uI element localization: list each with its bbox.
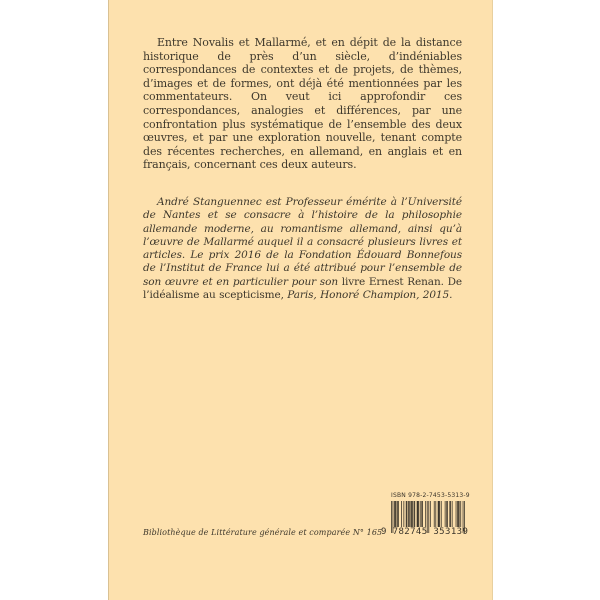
bio-text-italic-tail: Paris, Honoré Champion, 2015. bbox=[287, 289, 453, 302]
series-title-line: Bibliothèque de Littérature générale et comparée N° 165 bbox=[143, 528, 383, 537]
bio-book-title: livre Ernest Renan. De l’idéalisme au scepticisme, bbox=[143, 275, 463, 302]
ean-digits: 9 782745 353139 bbox=[381, 527, 469, 537]
synopsis-paragraph: Entre Novalis et Mallarmé, et en dépit de la distance historique de près d’un siècle, d’indéniables correspondances de contextes et de projets, de thèmes, d’images et de formes, ont déjà été mentionnées par les commentateurs. On veut ici approfondir ces correspondances, analogies et différences, par une confrontation plus systématique de l’ensemble des deux œuvres, et par une exploration nouvelle, tenant compte des récentes recherches, en allemand, en anglais et en français, concernant ces deux auteurs. bbox=[143, 36, 462, 172]
author-bio-paragraph bbox=[143, 196, 462, 302]
isbn-label: ISBN 978-2-7453-5313-9 bbox=[391, 492, 470, 499]
bio-text-italic-lead: André Stanguennec est Professeur émérite à l’Université de Nantes et se consacre à l’histoire de la philosophie allemande moderne, au romantisme allemand, ainsi qu’à l’œuvre de Mallarmé auquel il a consacré plusieurs livres et articles. Le prix 2016 de la Fondation Édouard Bonnefous de l’Institut de France lui a été attribué pour l’ensemble de son œuvre et en particulier pour son bbox=[143, 195, 462, 288]
barcode-block bbox=[381, 492, 470, 537]
book-back-cover bbox=[108, 0, 493, 600]
